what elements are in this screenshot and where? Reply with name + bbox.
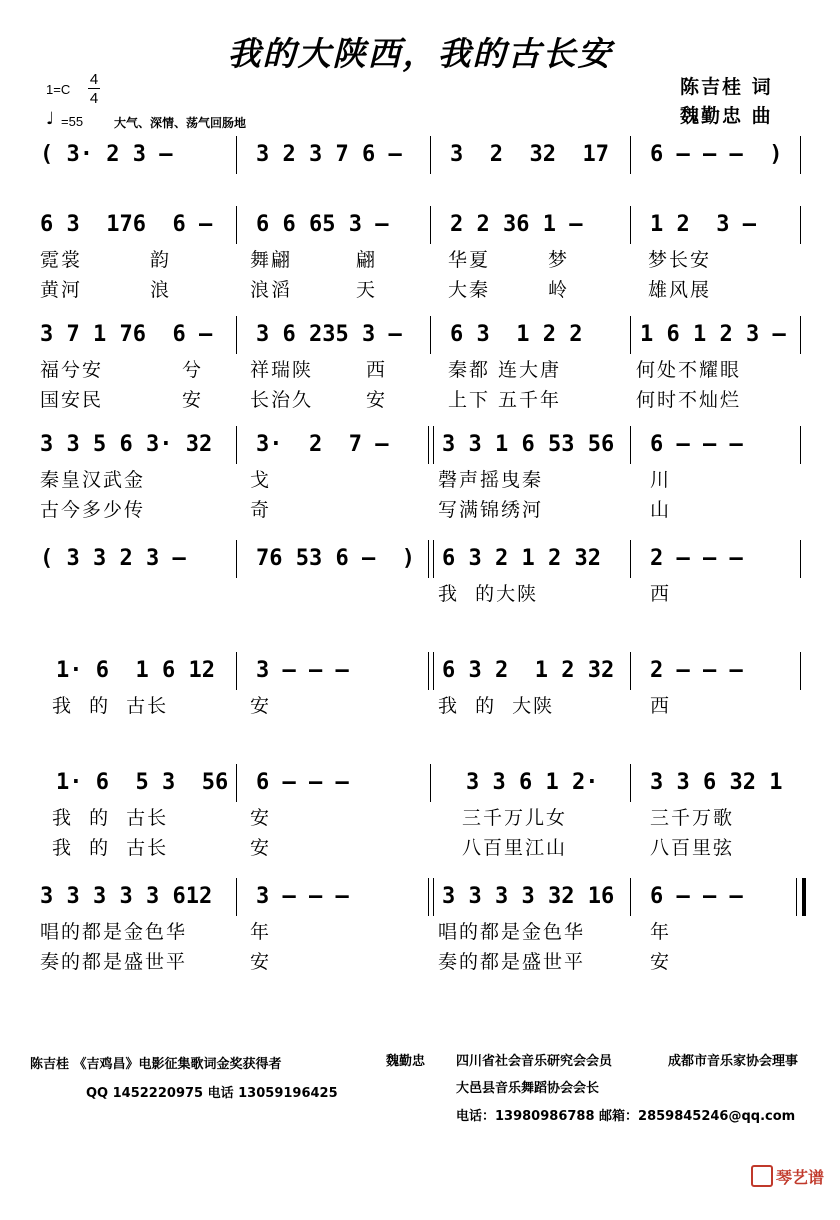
lyric-syllables: 天 [356, 279, 378, 301]
expression-marking: 大气、深情、荡气回肠地 [114, 116, 247, 130]
measure: 1 2 3 – [650, 212, 756, 237]
measure: 6 – – – [256, 770, 349, 795]
lyric-syllables: 安 [250, 951, 272, 973]
measure: ( 3· 2 3 – [40, 142, 173, 167]
lyric-syllables: 梦长安 [648, 249, 712, 271]
composer-role: 大邑县音乐舞蹈协会会长 [456, 1081, 600, 1096]
lyric-syllables: 我 的大陕 [438, 583, 539, 605]
notation-line [0, 766, 840, 800]
measure: 1· 6 1 6 12 [56, 658, 215, 683]
lyric-syllables: 三千万歌 [650, 807, 735, 829]
barline [800, 426, 801, 464]
barline [800, 540, 801, 578]
quarter-note-icon: ♩ [46, 109, 55, 129]
lyric-verse-1 [0, 356, 840, 384]
lyric-syllables: 戈 [250, 469, 272, 491]
barline [630, 878, 631, 916]
lyric-syllables: 年 [650, 921, 672, 943]
lyric-syllables: 西 [650, 695, 672, 717]
logo-mark-icon [751, 1165, 773, 1187]
lyric-syllables: 黄河 [40, 279, 83, 301]
notation-line [0, 138, 840, 172]
tempo-marking: =55 [61, 114, 84, 129]
lyric-syllables: 长治久 [250, 389, 314, 411]
lyric-syllables: 安 [250, 807, 272, 829]
barline [430, 764, 431, 802]
barline [236, 426, 237, 464]
lyric-syllables: 古今多少传 [40, 499, 146, 521]
logo-text: 琴艺谱 [775, 1168, 824, 1187]
barline [236, 136, 237, 174]
lyric-syllables: 奇 [250, 499, 272, 521]
barline [800, 316, 801, 354]
lyric-verse-2 [0, 276, 840, 304]
composer-contact: 电话：13980986788 邮箱：2859845246@qq.com [456, 1109, 796, 1124]
composer-role: 四川省社会音乐研究会会员 [456, 1054, 613, 1069]
lyric-syllables: 韵 [150, 249, 172, 271]
notation-line [0, 880, 840, 914]
barline [630, 426, 631, 464]
lyric-syllables: 华夏 [448, 249, 491, 271]
lyric-syllables: 我 的 古长 [52, 807, 169, 829]
lyric-verse-2 [0, 496, 840, 524]
barline [236, 878, 237, 916]
double-barline [428, 540, 434, 578]
double-barline [428, 878, 434, 916]
measure: 6 3 176 6 – [40, 212, 213, 237]
measure: 3 2 3 7 6 – [256, 142, 402, 167]
measure: 6 3 2 1 2 32 [442, 546, 601, 571]
composer-name: 魏勤忠 [386, 1054, 426, 1069]
measure: 3 2 32 17 [450, 142, 609, 167]
lyric-verse-1 [0, 918, 840, 946]
measure: 3 3 6 1 2· [466, 770, 599, 795]
measure: 3 3 6 32 1 [650, 770, 783, 795]
lyric-syllables: 年 [250, 921, 272, 943]
site-logo[interactable] [751, 1165, 824, 1188]
lyric-syllables: 福兮安 [40, 359, 104, 381]
measure: 3 6 235 3 – [256, 322, 402, 347]
barline [800, 206, 801, 244]
lyric-syllables: 舞翩 [250, 249, 293, 271]
lyric-syllables: 何时不灿烂 [636, 389, 742, 411]
lyric-syllables: 三千万儿女 [462, 807, 568, 829]
final-barline [796, 878, 806, 916]
measure: 2 2 36 1 – [450, 212, 583, 237]
measure: 6 – – – ) [650, 142, 783, 167]
measure: 3 3 1 6 53 56 [442, 432, 615, 457]
barline [236, 206, 237, 244]
time-signature-bottom: 4 [89, 90, 99, 107]
lyricist-contact: QQ 1452220975 电话 13059196425 [86, 1086, 338, 1101]
lyric-syllables: 大秦 [448, 279, 491, 301]
measure: 3 – – – [256, 884, 349, 909]
barline [630, 540, 631, 578]
double-barline [428, 652, 434, 690]
lyricist-credit: 陈吉桂 词 [680, 76, 773, 98]
lyric-verse-1 [0, 466, 840, 494]
key-signature: 1=C [46, 82, 71, 97]
barline [430, 316, 431, 354]
lyric-syllables: 翩 [356, 249, 378, 271]
lyric-syllables: 兮 [182, 359, 204, 381]
measure: 76 53 6 – ) [256, 546, 415, 571]
barline [630, 206, 631, 244]
song-title: 我的大陕西，我的古长安 [227, 34, 613, 73]
lyric-syllables: 祥瑞陕 [250, 359, 314, 381]
lyric-syllables: 西 [650, 583, 672, 605]
lyric-syllables: 何处不耀眼 [636, 359, 742, 381]
lyricist-bio: 陈吉桂 《吉鸡昌》电影征集歌词金奖获得者 [30, 1057, 282, 1072]
lyric-syllables: 川 [650, 469, 672, 491]
measure: 6 6 65 3 – [256, 212, 389, 237]
lyric-verse-1 [0, 804, 840, 832]
lyric-syllables: 上下 五千年 [448, 389, 562, 411]
measure: 3 3 3 3 3 612 [40, 884, 213, 909]
lyric-verse-1 [0, 692, 840, 720]
lyric-syllables: 梦 [548, 249, 570, 271]
notation-line [0, 208, 840, 242]
measure: 6 3 2 1 2 32 [442, 658, 615, 683]
notation-line [0, 318, 840, 352]
measure: 2 – – – [650, 658, 743, 683]
lyric-syllables: 安 [366, 389, 388, 411]
barline [430, 136, 431, 174]
barline [630, 136, 631, 174]
double-barline [428, 426, 434, 464]
barline [630, 764, 631, 802]
barline [236, 540, 237, 578]
lyric-syllables: 我 的 古长 [52, 695, 169, 717]
lyric-syllables: 我 的 大陕 [438, 695, 555, 717]
lyric-verse-2 [0, 834, 840, 862]
lyric-syllables: 八百里江山 [462, 837, 568, 859]
measure: 3 3 3 3 32 16 [442, 884, 615, 909]
lyric-syllables: 浪滔 [250, 279, 293, 301]
lyric-syllables: 磬声摇曳秦 [438, 469, 544, 491]
measure: 2 – – – [650, 546, 743, 571]
composer-credit: 魏勤忠 曲 [680, 105, 773, 127]
measure: 6 – – – [650, 432, 743, 457]
lyric-syllables: 八百里弦 [650, 837, 735, 859]
lyric-syllables: 国安民 [40, 389, 104, 411]
barline [236, 316, 237, 354]
measure: 1· 6 5 3 56 [56, 770, 229, 795]
lyric-syllables: 安 [650, 951, 672, 973]
barline [236, 652, 237, 690]
lyric-syllables: 唱的都是金色华 [438, 921, 586, 943]
lyric-syllables: 雄风展 [648, 279, 712, 301]
lyric-syllables: 安 [250, 837, 272, 859]
lyric-syllables: 西 [366, 359, 388, 381]
time-signature-divider [88, 88, 100, 89]
notation-line [0, 428, 840, 462]
lyric-syllables: 霓裳 [40, 249, 83, 271]
measure: 3 – – – [256, 658, 349, 683]
lyric-syllables: 安 [182, 389, 204, 411]
composer-role: 成都市音乐家协会理事 [668, 1054, 799, 1069]
lyric-syllables: 唱的都是金色华 [40, 921, 188, 943]
time-signature-top: 4 [89, 71, 99, 88]
lyric-syllables: 奏的都是盛世平 [438, 951, 586, 973]
lyric-verse-2 [0, 386, 840, 414]
notation-line [0, 542, 840, 576]
barline [630, 652, 631, 690]
lyric-syllables: 奏的都是盛世平 [40, 951, 188, 973]
barline [800, 652, 801, 690]
measure: ( 3 3 2 3 – [40, 546, 186, 571]
lyric-syllables: 岭 [548, 279, 570, 301]
lyric-syllables: 安 [250, 695, 272, 717]
lyric-verse-2 [0, 948, 840, 976]
lyric-syllables: 山 [650, 499, 672, 521]
barline [236, 764, 237, 802]
lyric-syllables: 秦都 连大唐 [448, 359, 562, 381]
measure: 3 3 5 6 3· 32 [40, 432, 213, 457]
barline [630, 316, 631, 354]
lyric-syllables: 写满锦绣河 [438, 499, 544, 521]
measure: 1 6 1 2 3 – [640, 322, 786, 347]
lyric-verse-1 [0, 246, 840, 274]
barline [800, 136, 801, 174]
measure: 3 7 1 76 6 – [40, 322, 213, 347]
lyric-syllables: 秦皇汉武金 [40, 469, 146, 491]
lyric-syllables: 浪 [150, 279, 172, 301]
measure: 3· 2 7 – [256, 432, 389, 457]
lyric-syllables: 我 的 古长 [52, 837, 169, 859]
measure: 6 – – – [650, 884, 743, 909]
notation-line [0, 654, 840, 688]
measure: 6 3 1 2 2 [450, 322, 583, 347]
barline [430, 206, 431, 244]
lyric-verse-1 [0, 580, 840, 608]
